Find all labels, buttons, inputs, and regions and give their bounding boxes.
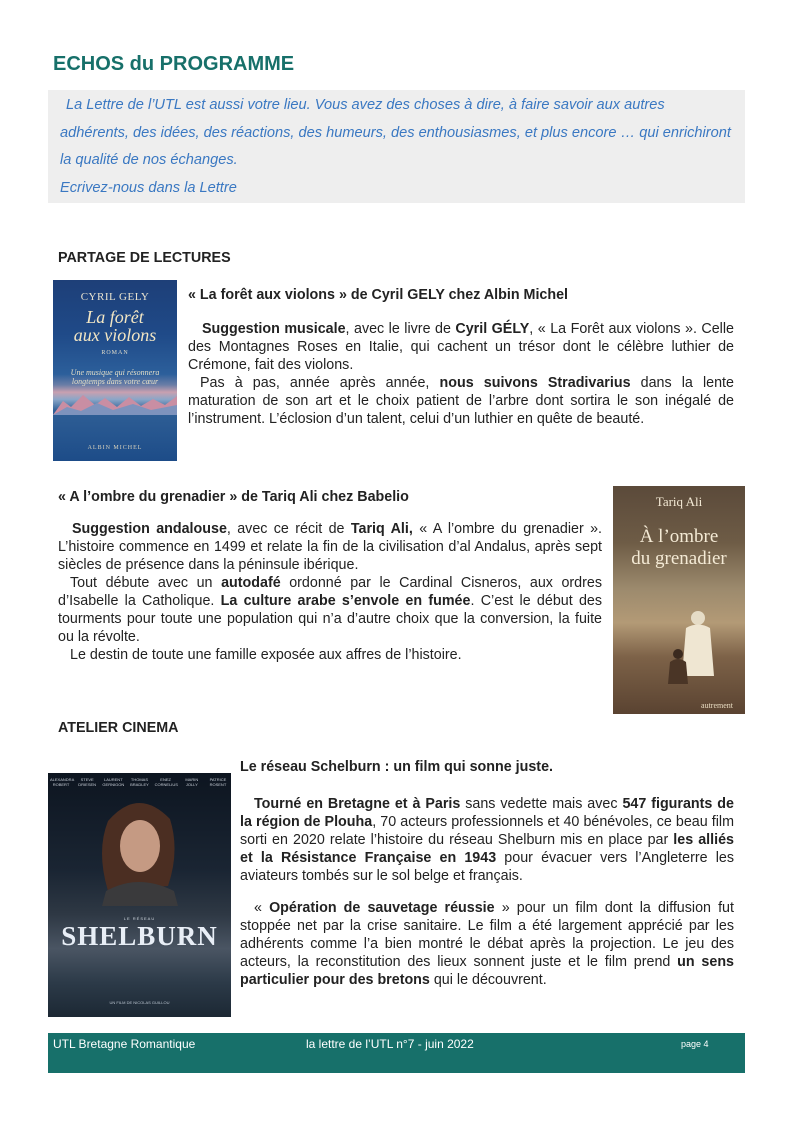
emphasis-text: les alliés et la Résistance Française en 1943 <box>240 832 734 866</box>
poster-cast-name: ENEZ CORNELIUS <box>154 777 178 787</box>
cover-publisher: autrement <box>701 701 733 710</box>
intro-call-to-action: Ecrivez-nous dans la Lettre <box>60 179 237 196</box>
body-text: , avec ce récit de <box>226 521 351 537</box>
body-text: , 70 acteurs professionnels et 40 bénévoles, ce beau film sorti en 2020 relate l’histoire du réseau Shelburn mis en place par <box>240 814 734 848</box>
body-text: Tout débute avec un <box>70 575 222 591</box>
cover-author: CYRIL GELY <box>80 291 150 303</box>
book1-review <box>188 320 734 428</box>
body-text: dans la lente maturation de son art et le choix patient de l’arbre dont sortira le son inégalé de l’instrument. L’éclosion d’un talent, celui d’un luthier en quête de beauté. <box>188 375 734 427</box>
poster-cast-list <box>50 777 229 787</box>
body-text: pour évacuer vers l’Angleterre les aviateurs tombés sur le sol belge et français. <box>240 850 734 884</box>
poster-small-title: LE RÉSEAU <box>123 916 156 921</box>
body-text: . C’est le début des tourments pour toute une population qui n’a d’autre choix que la conversion, la fuite ou la révolte. <box>58 593 603 645</box>
book-cover-foret-aux-violons <box>53 280 177 461</box>
mountains-illustration <box>53 393 177 415</box>
cover-genre: ROMAN <box>101 350 129 356</box>
film-review <box>240 795 734 989</box>
emphasis-text: Opération de sauvetage réussie <box>269 900 495 916</box>
poster-cast-name: ALEXANDRA ROBERT <box>50 777 75 787</box>
emphasis-text: Tariq Ali, <box>350 521 413 537</box>
footer-page-number: page 4 <box>681 1039 709 1049</box>
cover-blurb: Une musique qui résonnera longtemps dans votre cœur <box>70 368 160 386</box>
cover-title-line2: aux violons <box>73 325 157 345</box>
intro-text: La Lettre de l’UTL est aussi votre lieu. Vous avez des choses à dire, à faire savoir aux autres adhérents, des idées, des réactions, des humeurs, des enthousiasmes, et plus encore … qui enrichiront la qualité de nos échanges. <box>60 97 731 168</box>
book2-review <box>58 520 602 664</box>
emphasis-text: Suggestion andalouse <box>72 521 227 537</box>
cover-publisher: ALBIN MICHEL <box>87 445 143 451</box>
page-title: ECHOS du PROGRAMME <box>53 53 295 75</box>
poster-cast-name: PATRICE ROSENT <box>209 777 227 787</box>
cover-title-line2: du grenadier <box>631 548 727 569</box>
cover-title-line1: La forêt <box>86 307 144 327</box>
book1-paragraph-2 <box>188 374 734 428</box>
body-text: ordonné par le Cardinal Cisneros, aux ordres d’Isabelle la Catholique. <box>58 575 602 609</box>
body-text: , avec le livre de <box>345 321 456 337</box>
book2-paragraph-1 <box>58 520 602 574</box>
cover-author: Tariq Ali <box>655 494 703 509</box>
emphasis-text: un sens particulier pour des bretons <box>240 954 735 988</box>
body-text: qui le découvrent. <box>429 972 547 988</box>
poster-cast-name: THOMAS BRADLEY <box>130 777 149 787</box>
emphasis-text: Suggestion musicale <box>202 321 346 337</box>
page-footer <box>48 1033 745 1073</box>
film-paragraph-2 <box>240 899 734 989</box>
cover-title <box>53 308 177 344</box>
emphasis-text: nous suivons Stradivarius <box>439 375 631 391</box>
emphasis-text: Cyril GÉLY <box>455 321 530 337</box>
poster-title: SHELBURN <box>61 921 218 951</box>
body-text: sans vedette mais avec <box>460 796 623 812</box>
emphasis-text: 547 figurants de la région de Plouha <box>240 796 734 830</box>
film-poster-shelburn <box>48 773 231 1017</box>
poster-cast-name: MARIN JOLLY <box>185 777 199 787</box>
section-heading-cinema: ATELIER CINEMA <box>58 720 179 736</box>
body-text: Pas à pas, année après année, <box>200 375 440 391</box>
footer-organization: UTL Bretagne Romantique <box>53 1037 196 1051</box>
book1-paragraph-1 <box>188 320 734 374</box>
book1-title: « La forêt aux violons » de Cyril GELY chez Albin Michel <box>188 287 569 303</box>
emphasis-text: Tourné en Bretagne et à Paris <box>254 796 461 812</box>
book2-title: « A l’ombre du grenadier » de Tariq Ali chez Babelio <box>58 489 409 505</box>
body-text: « <box>254 900 270 916</box>
film-title: Le réseau Schelburn : un film qui sonne juste. <box>240 759 553 775</box>
body-text: , « La Forêt aux violons ». Celle des Montagnes Roses en Italie, qui cachent un trésor dont le célèbre luthier de Crémone, fait des violons. <box>188 321 734 373</box>
footer-issue: la lettre de l’UTL n°7 - juin 2022 <box>306 1037 474 1051</box>
cover-title <box>613 526 745 570</box>
poster-portrait-illustration <box>88 791 188 906</box>
film-paragraph-1 <box>240 795 734 885</box>
body-text: » pour un film dont la diffusion fut stoppée net par la crise sanitaire. Le film a été largement apprécié par les adhérents comme l’a bien montré le débat après la projection. Le jeu des acteurs, la reconstitution des lieux sonnent juste et le film prend <box>240 900 734 970</box>
seated-figures-illustration <box>668 606 718 686</box>
body-text: « A l’ombre du grenadier ». L’histoire commence en 1499 et relate la fin de la civilisation d’al Andalus, après sept siècles de présence dans la péninsule ibérique. <box>58 521 602 573</box>
emphasis-text: autodafé <box>221 575 281 591</box>
emphasis-text: La culture arabe s’envole en fumée <box>220 593 471 609</box>
book2-paragraph-3 <box>58 646 602 664</box>
cover-title-line1: À l’ombre <box>639 526 719 547</box>
intro-box <box>48 90 745 203</box>
poster-cast-name: LAURENT GERNIGON <box>102 777 125 787</box>
book-cover-ombre-du-grenadier <box>613 486 745 714</box>
body-text: Le destin de toute une famille exposée aux affres de l’histoire. <box>70 647 462 663</box>
poster-credits: UN FILM DE NICOLAS GUILLOU <box>109 1000 170 1005</box>
section-heading-lectures: PARTAGE DE LECTURES <box>58 250 231 266</box>
book2-paragraph-2 <box>58 574 602 646</box>
poster-cast-name: STEVE DRIESEN <box>78 777 97 787</box>
